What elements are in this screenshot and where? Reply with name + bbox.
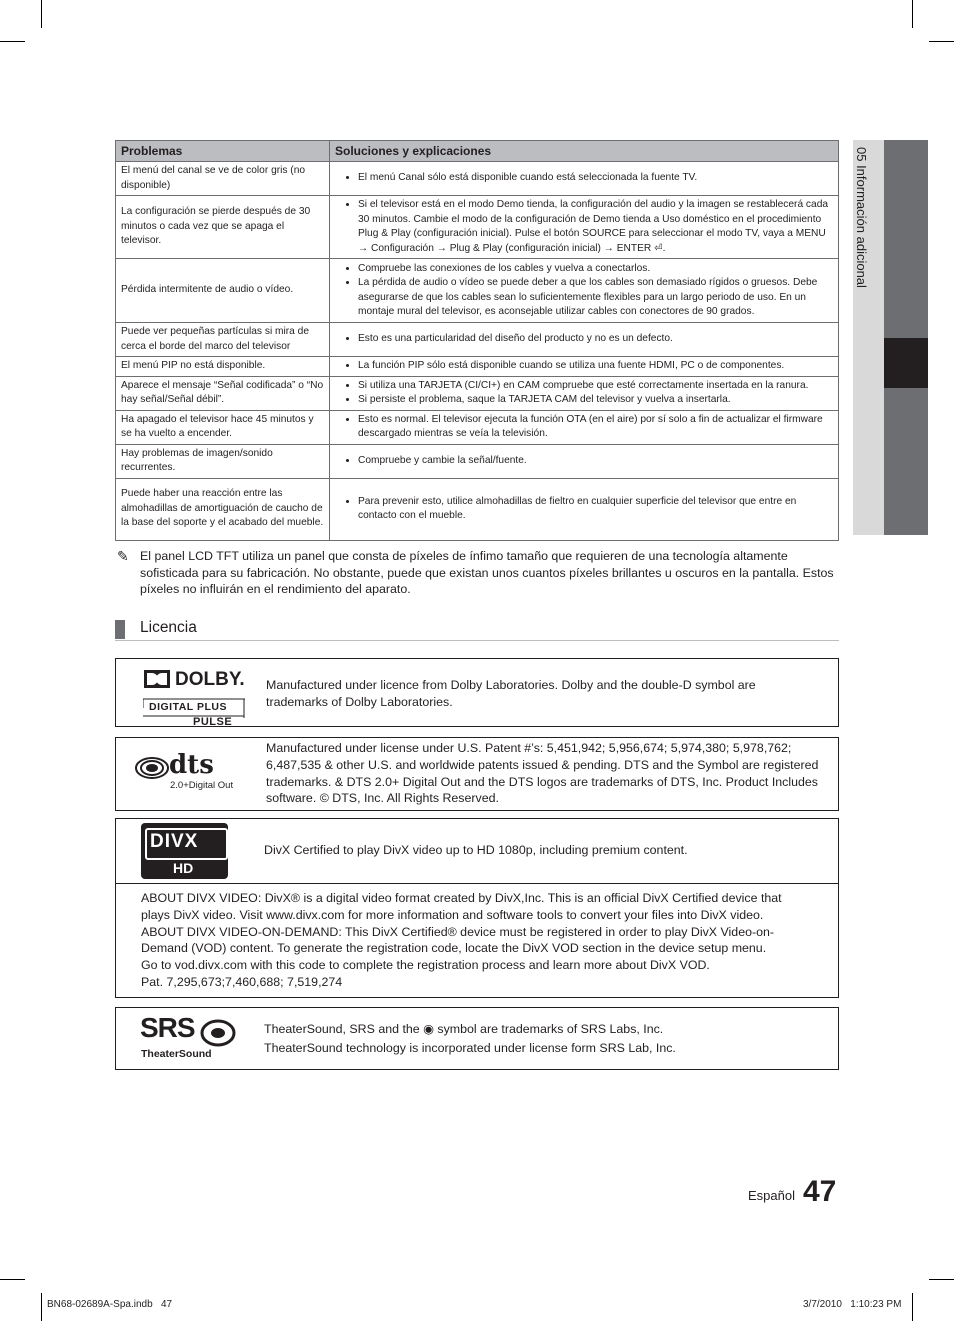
table-header-row xyxy=(116,141,839,162)
table-row xyxy=(116,410,839,444)
problem-cell: La configuración se pierde después de 30 minutos o cada vez que se apaga el televisor. xyxy=(116,196,330,259)
srs-license-line1: TheaterSound, SRS and the ◉ symbol are trademarks of SRS Labs, Inc. xyxy=(264,1022,664,1036)
problem-cell: Puede haber una reacción entre las almohadillas de amortiguación de caucho de la base del soporte y el acabado del mueble. xyxy=(116,478,330,540)
section-title xyxy=(115,619,839,641)
solution-cell xyxy=(330,357,839,377)
section-marker xyxy=(115,620,125,639)
crop-mark xyxy=(41,0,42,28)
dts-logo xyxy=(134,750,244,794)
solution-cell xyxy=(330,259,839,323)
dts-rings-icon xyxy=(134,756,170,780)
print-footer-date: 3/7/2010 1:10:23 PM xyxy=(803,1299,902,1310)
divx-about-line: ABOUT DIVX VIDEO-ON-DEMAND: This DivX Certified® device must be registered in order to play DivX Video-on- xyxy=(141,924,775,939)
solution-cell xyxy=(330,323,839,357)
crop-mark xyxy=(0,1279,25,1280)
table-row xyxy=(116,259,839,323)
problem-cell: El menú PIP no está disponible. xyxy=(116,357,330,377)
dts-logo-sub: 2.0+Digital Out xyxy=(170,780,234,791)
problem-cell: Ha apagado el televisor hace 45 minutos y se ha vuelto a encender. xyxy=(116,410,330,444)
problem-cell: Pérdida intermitente de audio o vídeo. xyxy=(116,259,330,323)
problem-cell: Aparece el mensaje “Señal codificada” o “No hay señal/Señal débil”. xyxy=(116,376,330,410)
column-header-problems: Problemas xyxy=(116,141,330,162)
solution-list xyxy=(335,359,833,374)
license-dolby xyxy=(115,658,839,727)
table-row xyxy=(116,376,839,410)
crop-mark xyxy=(912,1293,913,1321)
srs-circle-icon xyxy=(200,1018,236,1048)
chapter-tab-marker xyxy=(884,338,928,388)
license-srs xyxy=(115,1007,839,1070)
table-row xyxy=(116,196,839,259)
crop-mark xyxy=(929,1279,954,1280)
solution-cell xyxy=(330,478,839,540)
dolby-logo-word: DOLBY. xyxy=(175,669,245,690)
divx-separator xyxy=(116,883,838,884)
troubleshooting-table xyxy=(115,140,839,541)
table-row xyxy=(116,357,839,377)
table-row xyxy=(116,323,839,357)
crop-mark xyxy=(929,41,954,42)
table-row xyxy=(116,444,839,478)
divx-about xyxy=(141,890,831,991)
table-row xyxy=(116,162,839,196)
crop-mark xyxy=(41,1293,42,1321)
divx-logo xyxy=(141,823,228,879)
solution-list xyxy=(335,454,833,469)
chapter-label: 05 Información adicional xyxy=(854,147,869,288)
solution-item: • Si el televisor está en el modo Demo tienda, la configuración del audio y la imagen se restablecerá cada 30 minutos. Cambie el modo de la configuración de Demo tienda a Uso doméstico en el procedimiento Plug & Play (configuración inicial). Pulse el botón SOURCE para seleccionar el modo TV, vaya a MENU → Configuración → Plug & Play (configuración inicial) → ENTER ⏎. xyxy=(358,198,833,256)
dolby-logo xyxy=(143,669,245,728)
table-row xyxy=(116,478,839,540)
solution-list xyxy=(335,495,833,524)
srs-license-line2: TheaterSound technology is incorporated under license form SRS Lab, Inc. xyxy=(264,1041,676,1055)
solution-list xyxy=(335,198,833,256)
solution-list xyxy=(335,171,833,186)
crop-mark xyxy=(0,41,25,42)
srs-logo xyxy=(140,1012,240,1062)
problem-cell: Puede ver pequeñas partículas si mira de cerca el borde del marco del televisor xyxy=(116,323,330,357)
solution-item: • Para prevenir esto, utilice almohadillas de fieltro en cualquier superficie del televisor que entre en contacto con el mueble. xyxy=(358,495,833,524)
solution-item: • La pérdida de audio o vídeo se puede deber a que los cables son demasiado rígidos o gruesos. Debe asegurarse de que los cables sean lo suficientemente flexibles para un largo periodo de uso. En un montaje mural del televisor, es aconsejable utilizar cables con conectores de 90 grados. xyxy=(358,276,833,320)
column-header-solutions: Soluciones y explicaciones xyxy=(330,141,839,162)
license-divx xyxy=(115,818,839,998)
divx-about-line: Pat. 7,295,673;7,460,688; 7,519,274 xyxy=(141,974,343,989)
solution-item: • El menú Canal sólo está disponible cuando está seleccionada la fuente TV. xyxy=(358,171,833,186)
solution-item: • Si utiliza una TARJETA (CI/CI+) en CAM compruebe que esté correctamente insertada en la ranura. xyxy=(358,379,833,394)
problem-cell: El menú del canal se ve de color gris (no disponible) xyxy=(116,162,330,196)
section-title-text: Licencia xyxy=(140,619,197,636)
divx-about-line: plays DivX video. Visit www.divx.com for more information and software tools to convert your files into DivX video. xyxy=(141,907,764,922)
solution-cell xyxy=(330,444,839,478)
dolby-logo-pulse: PULSE xyxy=(193,716,233,728)
srs-logo-sub: TheaterSound xyxy=(141,1048,212,1060)
solution-list xyxy=(335,413,833,442)
dolby-license-text: Manufactured under licence from Dolby Laboratories. Dolby and the double-D symbol are trademarks of Dolby Laboratories. xyxy=(266,678,756,709)
solution-item: • Compruebe las conexiones de los cables y vuelva a conectarlos. xyxy=(358,262,833,277)
solution-item: • Compruebe y cambie la señal/fuente. xyxy=(358,454,833,469)
pencil-icon: ✎ xyxy=(117,548,129,564)
solution-cell xyxy=(330,410,839,444)
dts-logo-word: dts xyxy=(169,750,214,780)
dolby-logo-digital-plus: DIGITAL PLUS xyxy=(149,701,227,713)
solution-item: • Esto es una particularidad del diseño del producto y no es un defecto. xyxy=(358,332,833,347)
solution-list xyxy=(335,262,833,320)
divx-logo-hd: HD xyxy=(173,860,194,876)
solution-item: • Si persiste el problema, saque la TARJETA CAM del televisor y vuelva a insertarla. xyxy=(358,393,833,408)
divx-about-line: Demand (VOD) content. To generate the registration code, locate the DivX VOD section in the device setup menu. xyxy=(141,941,767,956)
problem-cell: Hay problemas de imagen/sonido recurrentes. xyxy=(116,444,330,478)
divx-logo-word: DIVX xyxy=(150,831,199,852)
table-body xyxy=(116,162,839,541)
solution-item: • La función PIP sólo está disponible cuando se utiliza una fuente HDMI, PC o de componentes. xyxy=(358,359,833,374)
license-dts xyxy=(115,737,839,811)
dts-license-text: Manufactured under license under U.S. Patent #’s: 5,451,942; 5,956,674; 5,974,380; 5,978,762; 6,487,535 & other U.S. and worldwide patents issued & pending. DTS and the Symbol are registered trademarks. & DTS 2.0+ Digital Out and the DTS logos are trademarks of DTS, Inc. Product Includes software. © DTS, Inc. All Rights Reserved. xyxy=(266,741,819,806)
solution-list xyxy=(335,379,833,408)
crop-mark xyxy=(912,0,913,28)
divx-about-line: Go to vod.divx.com with this code to complete the registration process and learn more about DivX VOD. xyxy=(141,958,710,973)
solution-list xyxy=(335,332,833,347)
page-number: 47 xyxy=(803,1175,837,1208)
srs-logo-word: SRS xyxy=(140,1012,195,1043)
divx-about-line: ABOUT DIVX VIDEO: DivX® is a digital video format created by DivX,Inc. This is an official DivX Certified device that xyxy=(141,891,782,905)
solution-item: • Esto es normal. El televisor ejecuta la función OTA (en el aire) por sí solo a fin de actualizar el firmware descargado mientras se veía la televisión. xyxy=(358,413,833,442)
solution-cell xyxy=(330,162,839,196)
solution-cell xyxy=(330,196,839,259)
print-footer-file: BN68-02689A-Spa.indb 47 xyxy=(47,1299,173,1310)
note xyxy=(117,548,842,598)
solution-cell xyxy=(330,376,839,410)
note-text: El panel LCD TFT utiliza un panel que consta de píxeles de ínfimo tamaño que requieren de una tecnología altamente sofisticada para su fabricación. No obstante, puede que existan unos cuantos píxeles brillantes u oscuros en la pantalla. Estos píxeles no influirán en el rendimiento del aparato. xyxy=(140,549,834,597)
divx-license-text: DivX Certified to play DivX video up to HD 1080p, including premium content. xyxy=(264,843,688,857)
page-language: Español xyxy=(748,1188,795,1203)
